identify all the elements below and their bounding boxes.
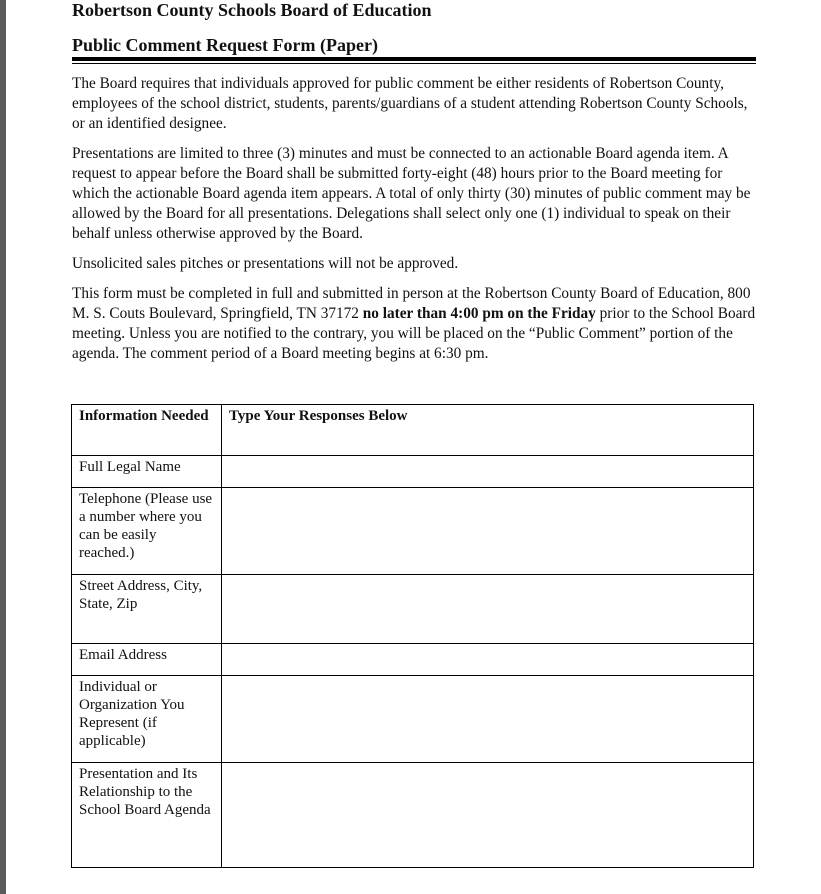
- response-organization[interactable]: [222, 676, 754, 763]
- title-divider-thin: [72, 63, 756, 64]
- response-telephone[interactable]: [222, 488, 754, 575]
- column-header-responses: Type Your Responses Below: [222, 405, 754, 456]
- field-label-organization: Individual or Organization You Represent (if applicable): [72, 676, 222, 763]
- response-full-name[interactable]: [222, 456, 754, 488]
- table-row: [72, 456, 754, 488]
- submission-deadline: no later than 4:00 pm on the Friday: [362, 305, 596, 322]
- response-presentation[interactable]: [222, 763, 754, 868]
- document-title: Robertson County Schools Board of Education: [72, 0, 432, 20]
- table-row: [72, 644, 754, 676]
- form-title: Public Comment Request Form (Paper): [72, 35, 378, 55]
- field-label-telephone: Telephone (Please use a number where you can be easily reached.): [72, 488, 222, 575]
- response-street-address[interactable]: [222, 575, 754, 644]
- table-row: [72, 488, 754, 575]
- submission-paragraph: [72, 284, 756, 364]
- field-label-presentation: Presentation and Its Relationship to the School Board Agenda: [72, 763, 222, 868]
- column-header-information: Information Needed: [72, 405, 222, 456]
- table-row: [72, 676, 754, 763]
- eligibility-paragraph: The Board requires that individuals approved for public comment be either residents of Robertson County, employees of the school district, students, parents/guardians of a student attending Robertson County Schools, or an identified designee.: [72, 75, 748, 132]
- sales-pitch-paragraph: Unsolicited sales pitches or presentations will not be approved.: [72, 255, 459, 272]
- document-page: [6, 0, 821, 894]
- field-label-street-address: Street Address, City, State, Zip: [72, 575, 222, 644]
- field-label-email: Email Address: [72, 644, 222, 676]
- public-comment-form-table: [71, 404, 754, 868]
- submission-text-start: This form must be completed in full and submitted in person at the Robertson County Board of Education, 800 M. S. Couts Boulevard, Springfield, TN 37172: [72, 285, 751, 322]
- title-divider: [72, 57, 756, 61]
- instructions: [72, 74, 756, 374]
- table-row: [72, 763, 754, 868]
- field-label-full-name: Full Legal Name: [72, 456, 222, 488]
- table-header-row: [72, 405, 754, 456]
- table-row: [72, 575, 754, 644]
- submission-text-end: prior to the School Board meeting. Unless you are notified to the contrary, you will be placed on the “Public Comment” portion of the agenda. The comment period of a Board meeting begins at 6:30 pm.: [72, 305, 756, 362]
- time-limit-paragraph: Presentations are limited to three (3) minutes and must be connected to an actionable Board agenda item. A request to appear before the Board shall be submitted forty-eight (48) hours prior to the Board meeting for which the actionable Board agenda item appears. A total of only thirty (30) minutes of public comment may be allowed by the Board for all presentations. Delegations shall select only one (1) individual to speak on their behalf unless otherwise approved by the Board.: [72, 145, 751, 242]
- response-email[interactable]: [222, 644, 754, 676]
